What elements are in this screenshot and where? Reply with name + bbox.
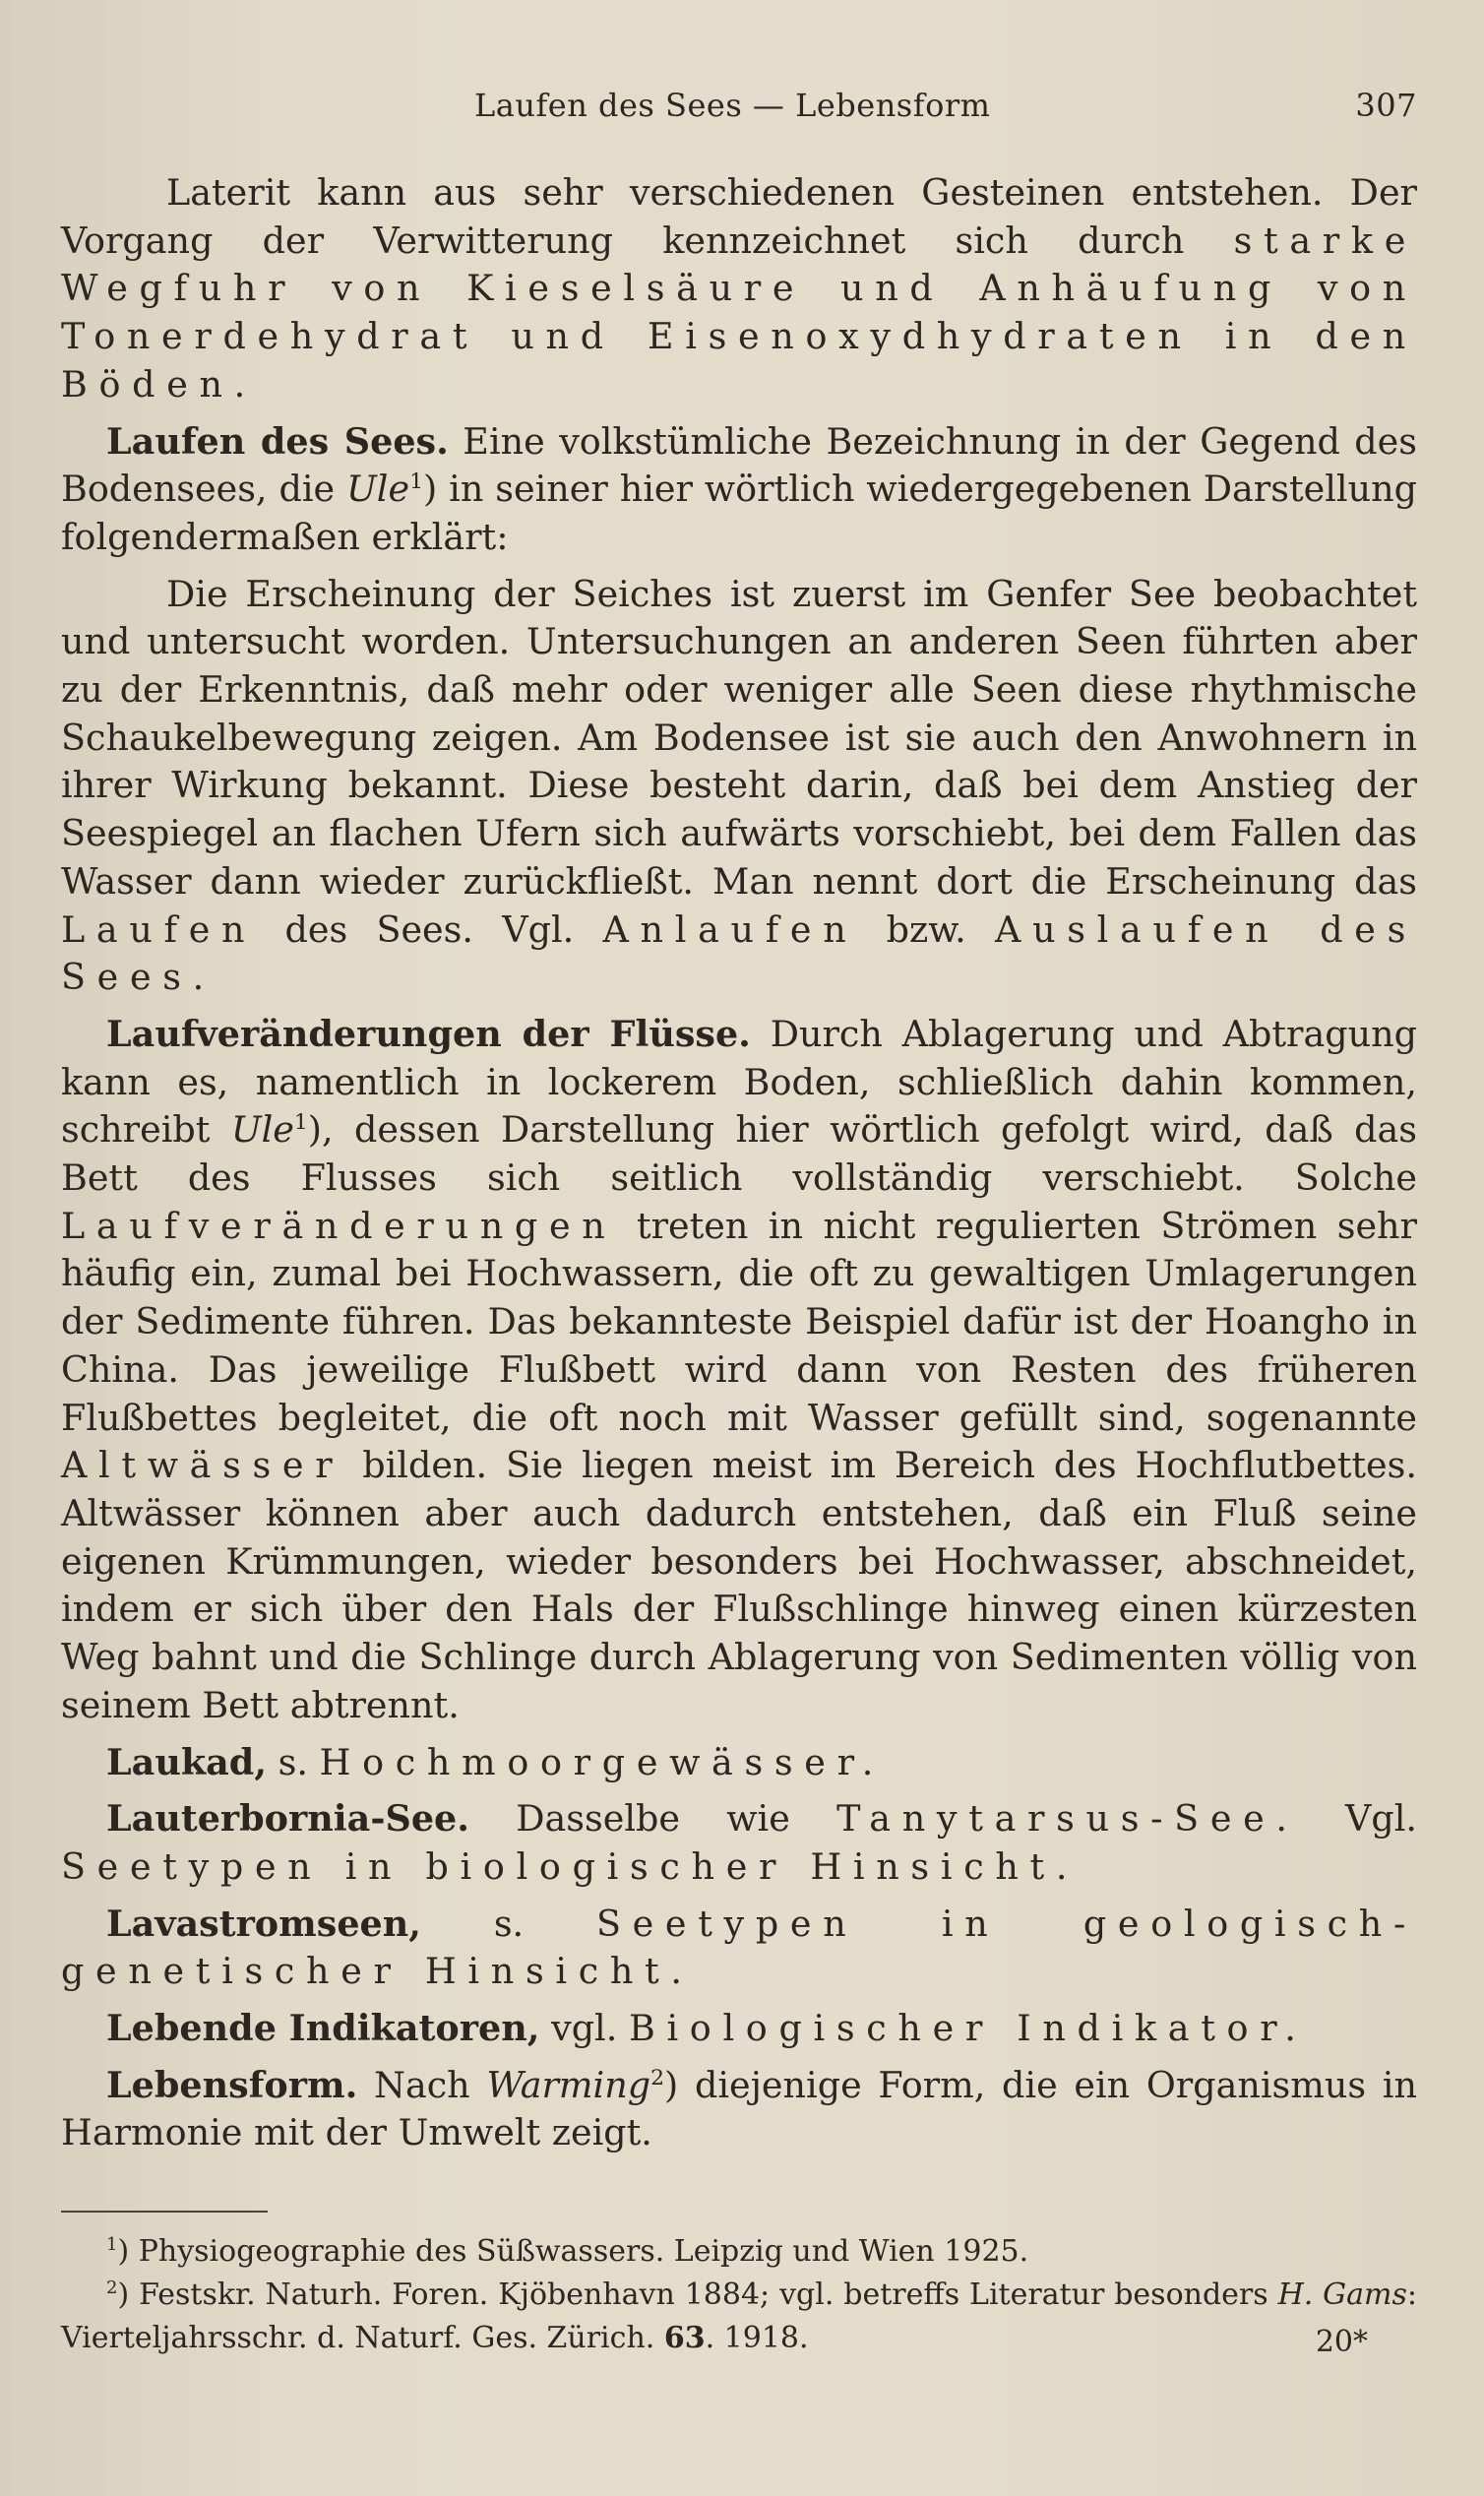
text: Eine volkstümliche Bezeichnung in der Gegend des Bodensees, die	[61, 419, 1417, 511]
footnote-text: ) Physiogeographie des Süßwassers. Leipzig und Wien 1925.	[117, 2234, 1029, 2270]
main-text	[61, 169, 1417, 2157]
footnote-mark: 1	[106, 2234, 118, 2256]
author-name: Ule	[230, 1108, 294, 1152]
entry-heading: Laufveränderungen der Flüsse.	[106, 1012, 751, 1055]
page-number: 307	[1355, 87, 1417, 124]
paragraph-laterit	[61, 169, 1417, 409]
spaced-text: Tanytarsus-See.	[836, 1797, 1299, 1841]
footnotes	[61, 2230, 1417, 2360]
text: Nach	[357, 2063, 487, 2106]
footnote-2	[61, 2274, 1417, 2360]
spaced-text: Biologischer Indikator.	[628, 2007, 1308, 2050]
text: Die Erscheinung der Seiches ist zuerst im Genfer See beobachtet und untersucht worden. Untersuchungen an anderen Seen führten aber zu der Erkenntnis, daß mehr oder weniger alle Seen diese rhythmische Schaukelbewegung zeigen. Am Bodensee ist sie auch den Anwohnern in ihrer Wirkung bekannt. Diese besteht darin, daß bei dem Anstieg der Seespiegel an flachen Ufern sich aufwärts vorschiebt, bei dem Fallen das Wasser dann wieder zurückfließt. Man nennt dort die Erscheinung das	[61, 572, 1417, 903]
footnote-mark: 2	[106, 2278, 118, 2299]
text: s.	[267, 1740, 320, 1783]
entry-lavastromseen	[61, 1901, 1417, 1996]
entry-laufen-des-sees	[61, 418, 1417, 562]
text: Vgl.	[1298, 1797, 1417, 1841]
text: Durch Ablagerung und Abtragung kann es, namentlich in lockerem Boden, schließlich dahin kommen, schreibt	[61, 1012, 1417, 1152]
text: ), dessen Darstellung hier wörtlich gefolgt wird, daß das Bett des Flusses sich seitlich vollständig verschiebt. Solche	[61, 1108, 1418, 1200]
entry-heading: Lebende Indikatoren,	[106, 2007, 540, 2050]
footnote-ref: 1	[409, 469, 423, 495]
signature-mark: 20*	[1315, 2325, 1368, 2359]
entry-heading: Lebensform.	[106, 2063, 358, 2106]
entry-laufveraenderungen	[61, 1011, 1417, 1730]
footnote-rule	[61, 2211, 268, 2213]
text: treten in nicht regulierten Strömen sehr häufig ein, zumal bei Hochwassern, die oft zu gewaltigen Umlagerungen der Sedimente führen. Das bekannteste Beispiel dafür ist der Hoangho in China. Das jeweilige Flußbett wird dann von Resten des früheren Flußbettes begleitet, die oft noch mit Wasser gefüllt sind, sogenannte	[61, 1204, 1417, 1439]
entry-lauterbornia-see	[61, 1795, 1417, 1891]
entry-lebensform	[61, 2062, 1417, 2157]
footnote-text: : Vierteljahrsschr. d. Naturf. Ges. Zürich.	[61, 2278, 1417, 2356]
spaced-text: Auslaufen des Sees.	[61, 907, 1417, 999]
text: bzw.	[857, 907, 996, 951]
entry-heading: Laufen des Sees.	[106, 419, 449, 463]
running-head	[61, 87, 1417, 138]
author-name: Warming	[486, 2063, 651, 2106]
spaced-text: starke Wegfuhr von Kieselsäure und Anhäufung von Tonerdehydrat und Eisenoxydhydraten in den Böden.	[61, 218, 1417, 406]
text: des Sees. Vgl.	[256, 907, 603, 951]
text: vgl.	[539, 2007, 629, 2050]
spaced-text: Altwässer	[61, 1444, 344, 1487]
spaced-text: Anlaufen	[602, 907, 858, 951]
text: bilden. Sie liegen meist im Bereich des Hochflutbettes. Altwässer können aber auch dadurch entstehen, daß ein Fluß seine eigenen Krümmungen, wieder besonders bei Hochwasser, abschneidet, indem er sich über den Hals der Flußschlinge hinweg einen kürzesten Weg bahnt und die Schlinge durch Ablagerung von Sedimenten völlig von seinem Bett abtrennt.	[61, 1444, 1417, 1726]
spaced-text: Seetypen in biologischer Hinsicht.	[61, 1844, 1080, 1888]
quoted-paragraph	[61, 571, 1417, 1002]
author-name: H. Gams	[1277, 2278, 1407, 2313]
text: s.	[421, 1902, 596, 1945]
footnote-ref: 1	[293, 1110, 308, 1136]
volume-number: 63	[663, 2321, 706, 2356]
spaced-text: Seetypen in geologisch-genetischer Hinsicht.	[61, 1902, 1417, 1993]
entry-laukad	[61, 1739, 1417, 1787]
entry-heading: Lauterbornia-See.	[106, 1797, 469, 1841]
entry-heading: Laukad,	[106, 1740, 268, 1783]
footnote-1	[61, 2230, 1417, 2274]
entry-lebende-indikatoren	[61, 2005, 1417, 2053]
text: Laterit kann aus sehr verschiedenen Gesteinen entstehen. Der Vorgang der Verwitterung kennzeichnet sich durch	[61, 171, 1417, 262]
spaced-text: Hochmoorgewässer.	[319, 1740, 885, 1783]
text: ) diejenige Form, die ein Organismus in Harmonie mit der Umwelt zeigt.	[61, 2063, 1417, 2154]
entry-heading: Lavastromseen,	[106, 1902, 422, 1945]
author-name: Ule	[346, 468, 410, 511]
text: ) in seiner hier wörtlich wiedergegebenen Darstellung folgendermaßen erklärt:	[61, 468, 1417, 558]
running-title: Laufen des Sees — Lebensform	[474, 87, 991, 124]
text: Dasselbe wie	[468, 1797, 837, 1841]
footnote-ref: 2	[650, 2065, 665, 2090]
footnote-text: . 1918.	[705, 2321, 809, 2356]
spaced-text: Laufen	[61, 907, 257, 951]
footnote-text: ) Festskr. Naturh. Foren. Kjöbenhavn 1884; vgl. betreffs Literatur besonders	[117, 2278, 1278, 2313]
spaced-text: Laufveränderungen	[61, 1204, 617, 1247]
